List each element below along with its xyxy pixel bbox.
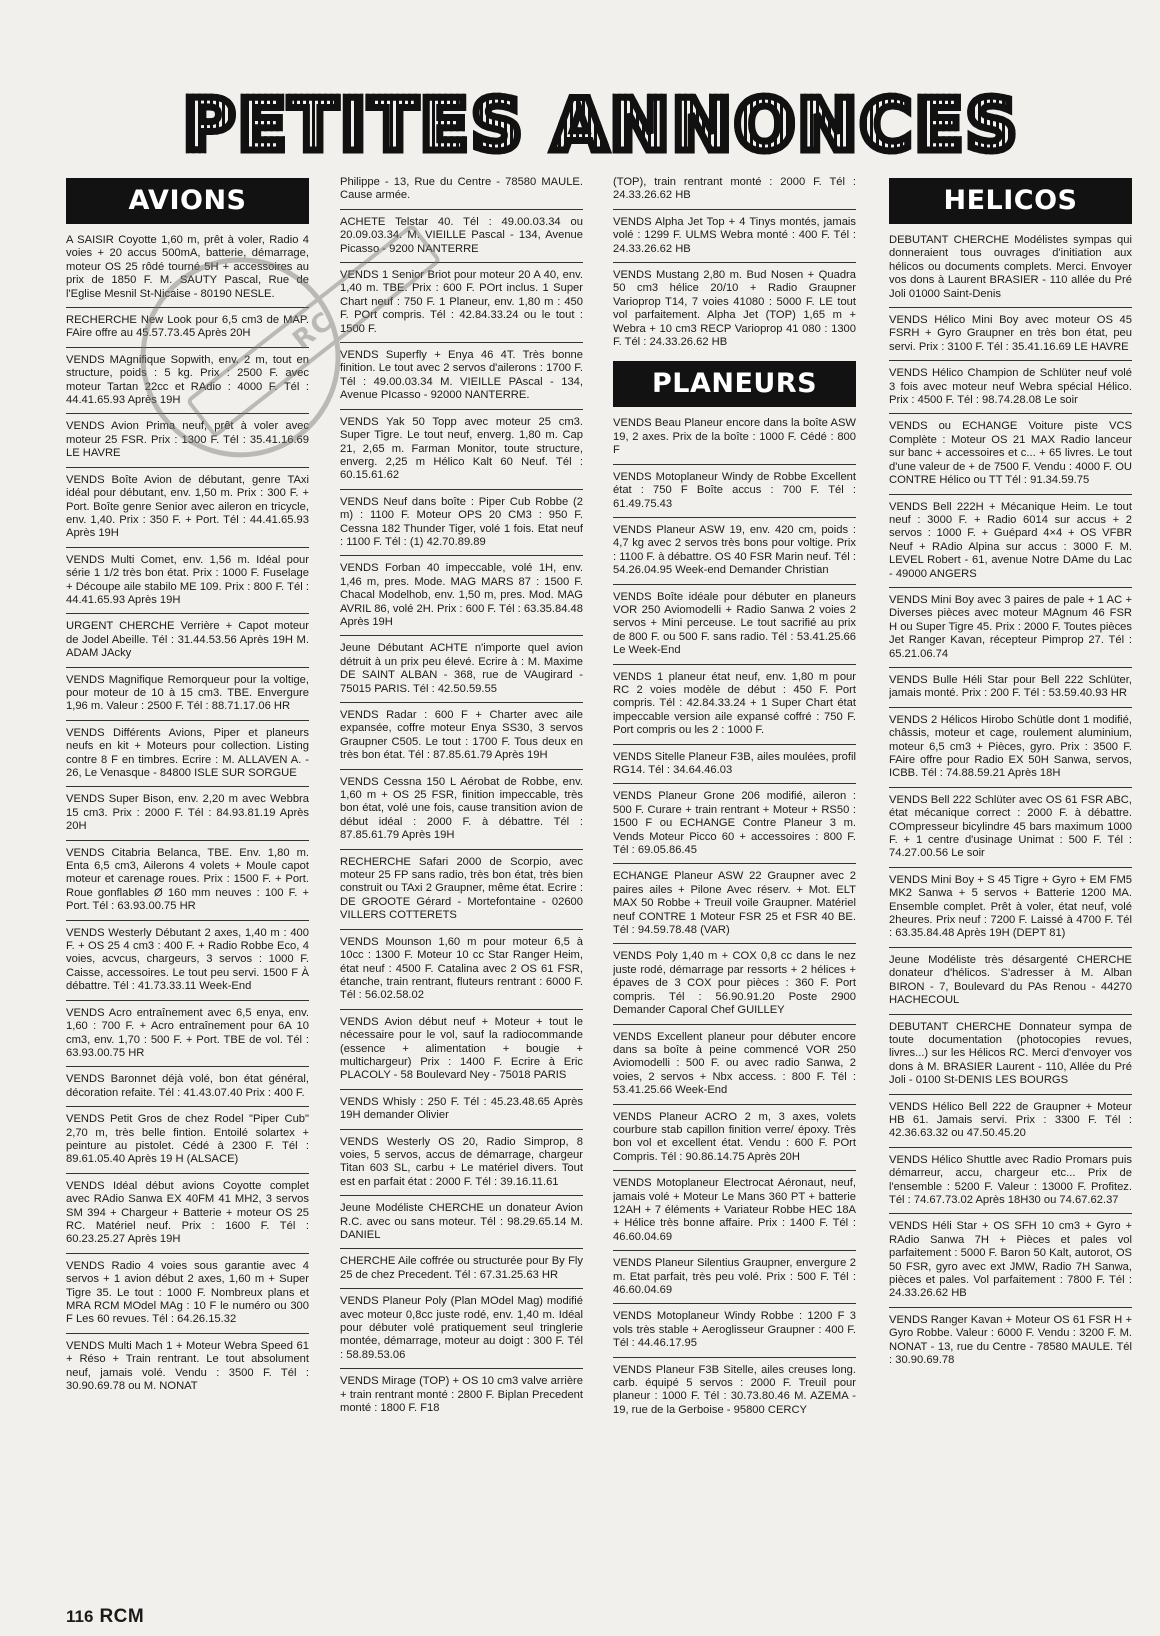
classified-ad: VENDS Boîte Avion de débutant, genre TAxi idéal pour débutant, env. 1,50 m. Prix : 300 F. + Port. Boîte genre Senior avec aileron en tricycle, env. 1,40. Prix : 350 F. + Port. Tél : 44.41.65.93 Après 19H <box>66 474 309 548</box>
classified-ad: VENDS Forban 40 impeccable, volé 1H, env. 1,46 m, pres. Mode. MAG MARS 87 : 1500 F. Chacal Modelhob, env. 1,50 m, pres. Mod. MAG AVRIL 86, volé 2H. Prix : 600 F. Tél : 63.35.84.48 Après 19H <box>340 562 583 636</box>
classified-ad: VENDS ou ECHANGE Voiture piste VCS Complète : Moteur OS 21 MAX Radio lanceur sur banc + accessoires et c... + 65 livres. Le tout d'une valeur de + de 7500 F. Vendu : 4000 F. OU CONTRE Hélico ou TT Tél : 91.34.59.75 <box>889 420 1132 494</box>
classified-ad: VENDS Ranger Kavan + Moteur OS 61 FSR H + Gyro Robbe. Valeur : 6000 F. Vendu : 3200 F. M. NONAT - 13, rue du Centre - 78580 MAULE. Tél : 30.90.69.78 <box>889 1313 1132 1367</box>
classified-ad: VENDS Planeur F3B Sitelle, ailes creuses long. carb. équipé 5 servos : 2000 F. Treuil pour planeur : 1000 F. Tél : 30.73.80.46 M. AZEMA - 19, rue de la Gerboise - 95800 CERCY <box>613 1363 856 1416</box>
classified-ad: VENDS Acro entraînement avec 6,5 enya, env. 1,60 : 700 F. + Acro entraînement pour 6A 10 cm3, env. 1,70 : 500 F. + Port. TBE de vol. Tél : 63.93.00.75 HR <box>66 1007 309 1068</box>
classified-ad: VENDS Multi Mach 1 + Moteur Webra Speed 61 + Réso + Train rentrant. Le tout absolument neuf, jamais volé. Vendu : 3500 F. Tél : 30.90.69.78 ou M. NONAT <box>66 1339 309 1393</box>
classified-ad: VENDS Whisly : 250 F. Tél : 45.23.48.65 Après 19H demander Olivier <box>340 1096 583 1130</box>
classified-ad: VENDS Planeur ACRO 2 m, 3 axes, volets courbure stab capillon finition verre/ époxy. Très bon vol et excellent état. Vendu : 600 F. POrt Compris. Tél : 90.86.14.75 Après 20H <box>613 1111 856 1172</box>
classified-ad: VENDS Bulle Héli Star pour Bell 222 Schlüter, jamais monté. Prix : 200 F. Tél : 53.59.40.93 HR <box>889 674 1132 708</box>
classified-ad: VENDS Westerly Débutant 2 axes, 1,40 m : 400 F. + OS 25 4 cm3 : 400 F. + Radio Robbe Eco, 4 voies, acvcus, chargeurs, 3 servos : 1000 F. Caisse, accessoires. Le tout peu servi. 1500 F À débattre. Tél : 41.73.33.11 Week-End <box>66 927 309 1001</box>
classified-ad: VENDS Motoplaneur Windy de Robbe Excellent état : 750 F Boîte accus : 700 F. Tél : 61.49.75.43 <box>613 471 856 518</box>
classified-ad: VENDS Idéal début avions Coyotte complet avec RAdio Sanwa EX 40FM 41 MH2, 3 servos SM 394 + Chargeur + Batterie + moteur OS 25 RC. Matériel neuf. Prix : 1600 F. Tél : 60.23.25.27 Après 19H <box>66 1180 309 1254</box>
classified-ad: VENDS Motoplaneur Windy Robbe : 1200 F 3 vols très stable + Aeroglisseur Graupner : 400 F. Tél : 44.46.17.95 <box>613 1310 856 1357</box>
classified-ad: VENDS Avion Prima neuf, prêt à voler avec moteur 25 FSR. Prix : 1300 F. Tél : 35.41.16.69 LE HAVRE <box>66 420 309 467</box>
classified-ad: VENDS Mounson 1,60 m pour moteur 6,5 à 10cc : 1300 F. Moteur 10 cc Star Ranger Heim, état neuf : 4500 F. Catalina avec 2 OS 61 FSR, étanche, train rentrant, fluteurs rentrant : 6000 F. Tél : 56.02.58.02 <box>340 936 583 1010</box>
classified-ad: VENDS Multi Comet, env. 1,56 m. Idéal pour série 1 1/2 très bon état. Prix : 1000 F. Fuselage + Découpe aile stabilo ME 109. Prix : 800 F. Tél : 44.41.65.93 Après 19H <box>66 554 309 615</box>
classified-ad: VENDS Poly 1,40 m + COX 0,8 cc dans le nez juste rodé, démarrage par ressorts + 2 hélices + épaves de 3 COX pour pièces : 360 F. Port compris. Tél : 56.90.91.20 Poste 2900 Demander Caporal Chef GUILLEY <box>613 950 856 1024</box>
classified-ad: VENDS Boîte idéale pour débuter en planeurs VOR 250 Aviomodelli + Radio Sanwa 2 voies 2 servos + Mini perceuse. Le tout sacrifié au prix de 800 F. ou 500 F. sans radio. Tél : 53.41.25.66 Le Week-End <box>613 591 856 665</box>
classified-ad: VENDS 1 planeur état neuf, env. 1,80 m pour RC 2 voies modèle de début : 450 F. Port compris. Tél : 42.84.33.24 + 1 Super Chart état impeccable version aile expansé coffré : 750 F. Port compris ou les 2 : 1000 F. <box>613 671 856 745</box>
classified-ad: VENDS Motoplaneur Electrocat Aéronaut, neuf, jamais volé + Moteur Le Mans 360 PT + batterie 12AH + 7 éléments + Variateur Robbe HEC 18A + Hélice très bonne affaire. Prix : 1400 F. Tél : 46.60.04.69 <box>613 1177 856 1251</box>
classified-ad: VENDS 2 Hélicos Hirobo Schütle dont 1 modifié, châssis, moteur et cage, roulement aluminium, moteur 6,5 cm3 + Pièces, gyro. Prix : 3500 F. FAire offre pour Radio EX 50H Sanwa, servos, ICBB. Tél : 74.88.59.21 Après 18H <box>889 714 1132 788</box>
classified-ad: VENDS Alpha Jet Top + 4 Tinys montés, jamais volé : 1299 F. ULMS Webra monté : 400 F. Tél : 24.33.26.62 HB <box>613 216 856 263</box>
classified-ad: Philippe - 13, Rue du Centre - 78580 MAULE. Cause armée. <box>340 176 583 210</box>
classified-ad: VENDS Mini Boy + S 45 Tigre + Gyro + EM FM5 MK2 Sanwa + 5 servos + Batterie 1200 MA. Ensemble complet. Prêt à voler, état neuf, volé 2heures. Prix neuf : 7200 F. Laissé à 4700 F. Tél : 63.35.84.48 Après 19H (DEPT 81) <box>889 874 1132 948</box>
classified-ad: VENDS Mini Boy avec 3 paires de pale + 1 AC + Diverses pièces avec moteur MAgnum 46 FSR H ou Super Tigre 45. Prix : 2000 F. Toutes pièces Jet Ranger Kavan, récepteur Pimprop 27. Tél : 65.21.06.74 <box>889 594 1132 668</box>
classified-ad: VENDS Bell 222H + Mécanique Heim. Le tout neuf : 3000 F. + Radio 6014 sur accus + 2 servos : 1000 F. + Guépard 4×4 + OS VFBR Neuf + RAdio Alpina sur accus : 3000 F. M. LEVEL Robert - 61, avenue Notre DAme du Lac - 49000 ANGERS <box>889 501 1132 588</box>
stamp-text: RC <box>185 223 441 438</box>
classified-ad: VENDS Différents Avions, Piper et planeurs neufs en kit + Moteurs pour collection. Listing contre 8 F en timbres. Ecrire : M. ALLAVEN A. - 26, Le Venasque - 84800 ISLE SUR SORGUE <box>66 727 309 788</box>
classified-ad: CHERCHE Aile coffrée ou structurée pour By Fly 25 de chez Precedent. Tél : 67.31.25.63 HR <box>340 1255 583 1289</box>
classified-ad: VENDS Yak 50 Topp avec moteur 25 cm3. Super Tigre. Le tout neuf, enverg. 1,80 m. Cap 21, 2,65 m. Farman Monitor, toute structure, enverg. 2,25 m Hélico Kalt 60 Neuf. Tél : 60.15.61.62 <box>340 416 583 490</box>
classified-ad: Jeune Modéliste très désargenté CHERCHE donateur d'hélicos. S'adresser à M. Alban BIRON - 7, Boulevard du PAs Renou - 44270 HACHECOUL <box>889 954 1132 1015</box>
classified-ad: (TOP), train rentrant monté : 2000 F. Tél : 24.33.26.62 HB <box>613 176 856 210</box>
classified-ad: VENDS Hélico Mini Boy avec moteur OS 45 FSRH + Gyro Graupner en très bon état, peu servi. Prix : 3100 F. Tél : 35.41.16.69 LE HAVRE <box>889 314 1132 361</box>
classified-ad: A SAISIR Coyotte 1,60 m, prêt à voler, Radio 4 voies + 20 accus 500mA, batterie, démarrage, moteur OS 25 rôdé tourné 5H + accessoires au prix de 1850 F. M. SAUTY Pascal, Rue de l'Eglise Mesnil St-Nicaise - 80190 NESLE. <box>66 234 309 308</box>
classified-ad: ACHETE Telstar 40. Tél : 49.00.03.34 ou 20.09.03.34. M. VIEILLE Pascal - 134, Avenue Picasso - 9200 NANTERRE <box>340 216 583 263</box>
column-avions <box>66 176 309 1614</box>
classified-ad: VENDS Planeur Poly (Plan MOdel Mag) modifié avec moteur 0,8cc juste rodé, env. 1,40 m. Idéal pour débuter volé pratiquement seul tringlerie montée, démarrage, moteur au doigt : 300 F. Tél : 58.89.53.06 <box>340 1295 583 1369</box>
classified-ad: VENDS Hélico Shuttle avec Radio Promars puis démarreur, accu, chargeur etc... Prix de l'ensemble : 5200 F. Valeur : 13000 F. Profitez. Tél : 74.67.73.02 Après 18H30 ou 74.67.62.37 <box>889 1154 1132 1215</box>
classified-ad: VENDS Neuf dans boîte : Piper Cub Robbe (2 m) : 1100 F. Moteur OPS 20 CM3 : 950 F. Cessna 182 Thunder Tiger, volé 1 fois. Etat neuf : 1100 F. Tél : (1) 42.70.89.89 <box>340 496 583 557</box>
classified-ad: VENDS Planeur ASW 19, env. 420 cm, poids : 4,7 kg avec 2 servos très bons pour voltige. Prix : 1100 F. à débattre. OS 40 FSR Marin neuf. Tél : 54.26.04.95 Week-end Demander Christian <box>613 524 856 585</box>
classified-ad: VENDS Hélico Bell 222 de Graupner + Moteur HB 61. Jamais servi. Prix : 3300 F. Tél : 42.36.63.32 ou 47.50.45.20 <box>889 1101 1132 1148</box>
classified-ad: VENDS Beau Planeur encore dans la boîte ASW 19, 2 axes. Prix de la boîte : 1000 F. Cédé : 800 F <box>613 417 856 464</box>
classified-ad: VENDS Super Bison, env. 2,20 m avec Webbra 15 cm3. Prix : 2000 F. Tél : 84.93.81.19 Après 20H <box>66 793 309 840</box>
classified-ad: VENDS Petit Gros de chez Rodel "Piper Cub" 2,70 m, très belle fintion. Entoilé solartex + peinture au pistolet. Cédé à 2300 F. Tél : 89.61.05.40 Après 19 H (ALSACE) <box>66 1113 309 1174</box>
classified-ad: VENDS Westerly OS 20, Radio Simprop, 8 voies, 5 servos, accus de démarrage, chargeur Titan 603 SL, carbu + Le matériel divers. Tout est en parfait état : 2000 F. Tél : 39.16.11.61 <box>340 1136 583 1197</box>
classified-ad: VENDS Bell 222 Schlüter avec OS 61 FSR ABC, état mécanique correct : 2000 F. à débattre. COmpresseur bicylindre 45 bars maximum 1000 F. + 1 centre d'usinage Unimat : 500 F. Tél : 74.27.00.56 Le soir <box>889 794 1132 868</box>
classified-ad: VENDS 1 Senior Briot pour moteur 20 A 40, env. 1,40 m. TBE. Prix : 600 F. POrt inclus. 1 Super Chart neuf : 750 F. 1 Planeur, env. 1,80 m : 450 F. POrt compris. Tél : 42.84.33.24 ou le tout : 1500 F. <box>340 269 583 343</box>
classified-ad: VENDS Excellent planeur pour débuter encore dans sa boîte à peine commencé VOR 250 Aviomodelli : 500 F. ou avec radio Sanwa, 2 voies, 2 servos + Nbx access. : 800 F. Tél : 53.41.25.66 Week-End <box>613 1031 856 1105</box>
classified-ad: VENDS Héli Star + OS SFH 10 cm3 + Gyro + RAdio Sanwa 7H + Pièces et pales vol parfaitement : 5000 F. Baron 50 Kalt, autorot, OS 50 FSR, gyro avec ext JMW, Radio 7H Sanwa, pièces et pales. Vol parfaitement : 7800 F. Tél : 24.33.26.62 HB <box>889 1220 1132 1307</box>
classified-ad: URGENT CHERCHE Verrière + Capot moteur de Jodel Abeille. Tél : 31.44.53.56 Après 19H M. ADAM JAcky <box>66 620 309 667</box>
magazine-name: RCM <box>99 1606 145 1627</box>
classified-ad: VENDS Superfly + Enya 46 4T. Très bonne finition. Le tout avec 2 servos d'ailerons : 1700 F. Tél : 49.00.03.34 M. VIEILLE PAscal - 134, Avenue PIcasso - 92000 NANTERRE. <box>340 349 583 410</box>
classified-ad: VENDS Hélico Champion de Schlüter neuf volé 3 fois avec moteur neuf Webra spécial Hélico. Prix : 4500 F. Tél : 98.74.28.08 Le soir <box>889 367 1132 414</box>
classified-ad: VENDS Citabria Belanca, TBE. Env. 1,80 m. Enta 6,5 cm3, Ailerons 4 volets + Moule capot moteur et carenage roues. Prix : 1500 F. + Port. Roue gonflables Ø 160 mm neuves : 100 F. + Port. Tél : 63.93.00.75 HR <box>66 847 309 921</box>
page-footer <box>66 1606 144 1628</box>
masthead <box>66 86 1136 164</box>
column-avions-continued <box>340 176 583 1614</box>
classified-ad: VENDS Radar : 600 F + Charter avec aile expansée, coffre moteur Enya SS30, 3 servos Graupner C505. Le tout : 1700 F. Tous deux en très bon état. Tél : 87.85.61.79 Après 19H <box>340 709 583 770</box>
classified-ad: VENDS Mustang 2,80 m. Bud Nosen + Quadra 50 cm3 hélice 20/10 + Radio Graupner Varioprop T14, 7 voies 41080 : 5000 F. LE tout vol parfaitement. Alpha Jet (TOP) 1,65 m + Webra + 10 cm3 RECP Varioprop 41 080 : 1300 F. Tél : 24.33.26.62 HB <box>613 269 856 349</box>
section-heading-planeurs: PLANEURS <box>613 361 856 407</box>
classified-ad: VENDS Baronnet déjà volé, bon état général, décoration refaite. Tél : 41.43.07.40 Prix : 400 F. <box>66 1073 309 1107</box>
page-number: 116 <box>66 1607 94 1626</box>
classified-ad: Jeune Modéliste CHERCHE un donateur Avion R.C. avec ou sans moteur. Tél : 98.29.65.14 M. DANIEL <box>340 1202 583 1249</box>
section-heading-helicos: HELICOS <box>889 178 1132 224</box>
classified-ad: VENDS Sitelle Planeur F3B, ailes moulées, profil RG14. Tél : 34.64.46.03 <box>613 751 856 785</box>
classified-ad: VENDS Planeur Grone 206 modifié, aileron : 500 F. Curare + train rentrant + Moteur + RS50 : 1500 F ou ECHANGE Contre Planeur 3 m. Vends Moteur Picco 60 + accessoires : 800 F. Tél : 69.05.86.45 <box>613 790 856 864</box>
masthead-title: PETITES ANNONCES <box>66 86 1136 164</box>
classified-ad: VENDS Avion début neuf + Moteur + tout le nécessaire pour le vol, sauf la radiocommande (essence + alimentation + bougie + multichargeur) Prix : 1400 F. Ecrire à Eric PLACOLY - 58 Boulevard Ney - 75018 PARIS <box>340 1016 583 1090</box>
column-planeurs <box>613 176 856 1614</box>
classified-ad: RECHERCHE Safari 2000 de Scorpio, avec moteur 25 FP sans radio, très bon état, très bien construit ou TAxi 2 Graupner, même état. Ecrire : DE GROOTE Gérard - Mortefontaine - 02600 VILLERS COTTERETS <box>340 856 583 930</box>
classified-ad: ECHANGE Planeur ASW 22 Graupner avec 2 paires ailes + Pilone Avec réserv. + Mot. ELT MAX 50 Robbe + Treuil voile Graupner. Matériel neuf CONTRE 1 Moteur FSR 25 et FSR 40 BE. Tél : 94.59.78.48 (VAR) <box>613 870 856 944</box>
classified-ad: VENDS MAgnifique Sopwith, env. 2 m, tout en structure, poids : 5 kg. Prix : 2500 F. avec moteur Tartan 22cc et RAdio : 4000 F. Tél : 44.41.65.93 Après 19H <box>66 354 309 415</box>
classified-ad: VENDS Cessna 150 L Aérobat de Robbe, env. 1,60 m + OS 25 FSR, finition impeccable, très bon état, volé une fois, cause transition avion de début idéal : 2000 F. à débattre. Tél : 87.85.61.79 Après 19H <box>340 776 583 850</box>
classified-ad: DEBUTANT CHERCHE Modélistes sympas qui donneraient tous ouvrages d'initiation aux hélicos ou documents complets. Merci. Envoyer vos dons à Laurent BRASIER - 110 allée du Pré Joli 01000 Saint-Denis <box>889 234 1132 308</box>
classified-ad: VENDS Mirage (TOP) + OS 10 cm3 valve arrière + train rentrant monté : 2800 F. Biplan Precedent monté : 1800 F. F18 <box>340 1375 583 1415</box>
classified-ad: VENDS Magnifique Remorqueur pour la voltige, pour moteur de 10 à 15 cm3. TBE. Envergure 1,96 m. Valeur : 2500 F. Tél : 88.71.17.06 HR <box>66 674 309 721</box>
classified-ad: RECHERCHE New Look pour 6,5 cm3 de MAP. FAire offre au 45.57.73.45 Après 20H <box>66 314 309 348</box>
column-helicos <box>889 176 1132 1614</box>
classified-ad: VENDS Radio 4 voies sous garantie avec 4 servos + 1 avion début 2 axes, 1,60 m + Super Tigre 35. Le tout : 1000 F. Nombreux plans et MRA RCM MOdel MAg : 10 F le numéro ou 300 F Les 60 revues. Tél : 64.26.15.32 <box>66 1260 309 1334</box>
classified-ad: Jeune Débutant ACHTE n'importe quel avion détruit à un prix peu élevé. Ecrire à : M. Maxime DE SAINT ALBAN - 368, rue de VAugirard - 75015 PARIS. Tél : 42.50.59.55 <box>340 642 583 703</box>
classified-ad: VENDS Planeur Silentius Graupner, envergure 2 m. Etat parfait, très peu volé. Prix : 500 F. Tél : 46.60.04.69 <box>613 1257 856 1304</box>
classified-ad: DEBUTANT CHERCHE Donnateur sympa de toute documentation (photocopies revues, livres...) sur les Hélicos RC. Merci d'envoyer vos dons à M. BRASIER Laurent - 110, Allée du Pré Joli - 0100 St-DENIS LES BOURGS <box>889 1021 1132 1095</box>
section-heading-avions: AVIONS <box>66 178 309 224</box>
